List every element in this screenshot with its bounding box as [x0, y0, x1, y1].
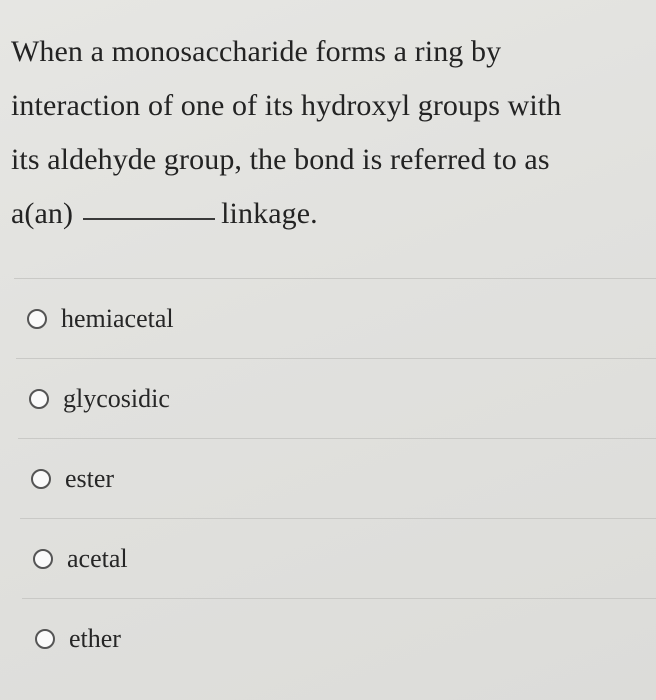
question-text	[11, 25, 641, 241]
question-line: interaction of one of its hydroxyl groups with	[11, 89, 562, 122]
answer-options	[0, 278, 656, 678]
option-label: ester	[65, 463, 115, 493]
option-ester[interactable]	[0, 439, 656, 518]
option-hemiacetal[interactable]	[0, 279, 656, 358]
radio-button[interactable]	[31, 469, 51, 489]
question-line: When a monosaccharide forms a ring by	[11, 35, 502, 68]
question-line: its aldehyde group, the bond is referred to as	[11, 143, 550, 176]
radio-button[interactable]	[33, 549, 53, 569]
option-label: hemiacetal	[61, 303, 174, 333]
option-label: glycosidic	[63, 383, 170, 413]
option-glycosidic[interactable]	[0, 359, 656, 438]
option-acetal[interactable]	[0, 519, 656, 598]
question-line-last	[11, 187, 641, 241]
radio-button[interactable]	[29, 389, 49, 409]
answer-blank	[83, 218, 215, 220]
option-label: acetal	[67, 543, 128, 573]
option-label: ether	[69, 623, 121, 653]
radio-button[interactable]	[27, 309, 47, 329]
question-suffix: linkage.	[221, 197, 318, 230]
option-ether[interactable]	[0, 599, 656, 678]
question-prefix: a(an)	[11, 197, 74, 230]
radio-button[interactable]	[35, 629, 55, 649]
